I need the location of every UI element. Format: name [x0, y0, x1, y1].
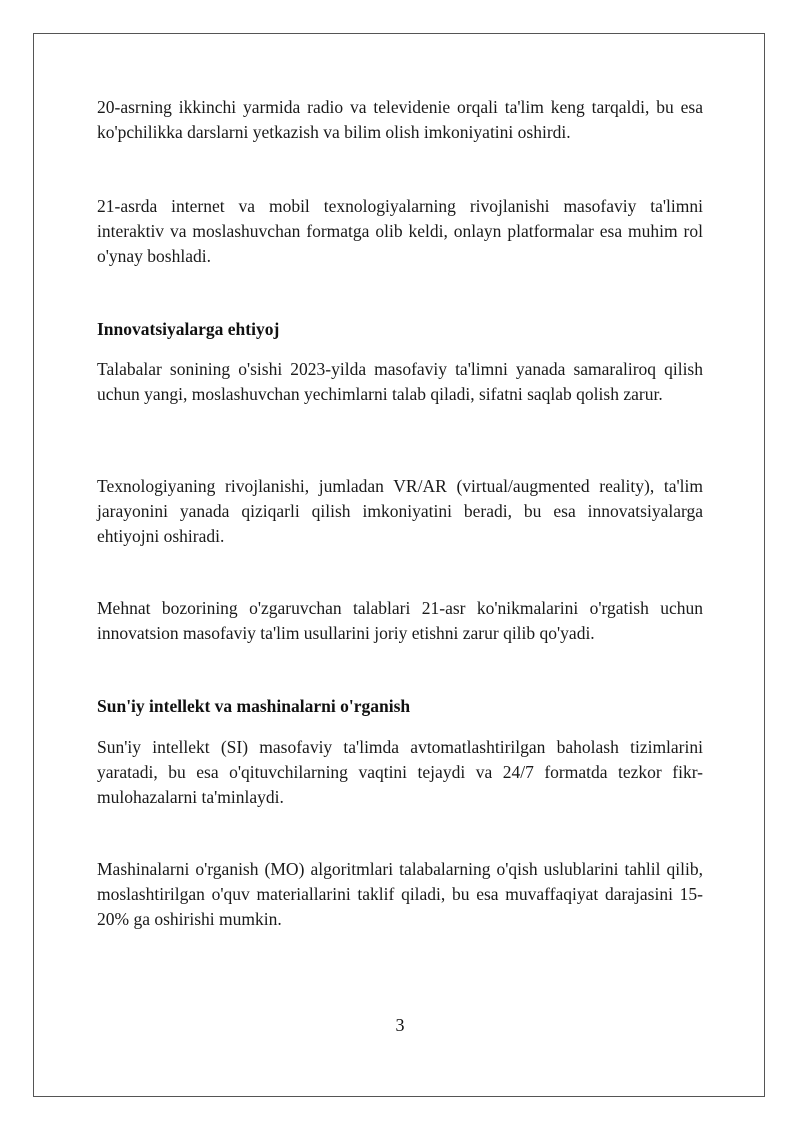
paragraph-radio-television: 20-asrning ikkinchi yarmida radio va televidenie orqali ta'lim keng tarqaldi, bu esa ko'pchilikka darslarni yetkazish va bilim olish imkoniyatini oshirdi.: [97, 97, 703, 142]
heading-ai-ml: Sun'iy intellekt va mashinalarni o'rganish: [97, 696, 411, 716]
paragraph-ml-algorithms: Mashinalarni o'rganish (MO) algoritmlari talabalarning o'qish uslublarini tahlil qilib, moslashtirilgan o'quv materiallarini taklif qiladi, bu esa muvaffaqiyat darajasini 15-20% ga oshirishi mumkin.: [97, 859, 703, 929]
paragraph-ai-assessment: Sun'iy intellekt (SI) masofaviy ta'limda avtomatlashtirilgan baholash tizimlarini yaratadi, bu esa o'qituvchilarning vaqtini tejaydi va 24/7 formatda tezkor fikr-mulohazalarni ta'minlaydi.: [97, 737, 703, 807]
paragraph-labor-market: Mehnat bozorining o'zgaruvchan talablari 21-asr ko'nikmalarini o'rgatish uchun innovatsion masofaviy ta'lim usullarini joriy etishni zarur qilib qo'yadi.: [97, 598, 703, 643]
paragraph-internet-mobile: 21-asrda internet va mobil texnologiyalarning rivojlanishi masofaviy ta'limni interaktiv va moslashuvchan formatga olib keldi, onlayn platformalar esa muhim rol o'ynay boshladi.: [97, 196, 703, 266]
page-frame: [33, 33, 765, 1097]
heading-innovation-need: Innovatsiyalarga ehtiyoj: [97, 319, 280, 339]
page-number: 3: [395, 1015, 405, 1035]
paragraph-vr-ar: Texnologiyaning rivojlanishi, jumladan VR/AR (virtual/augmented reality), ta'lim jarayonini yanada qiziqarli qilish imkoniyatini beradi, bu esa innovatsiyalarga ehtiyojni oshiradi.: [97, 476, 703, 546]
paragraph-student-growth: Talabalar sonining o'sishi 2023-yilda masofaviy ta'limni yanada samaraliroq qilish uchun yangi, moslashuvchan yechimlarni talab qiladi, sifatni saqlab qolish zarur.: [97, 359, 703, 404]
